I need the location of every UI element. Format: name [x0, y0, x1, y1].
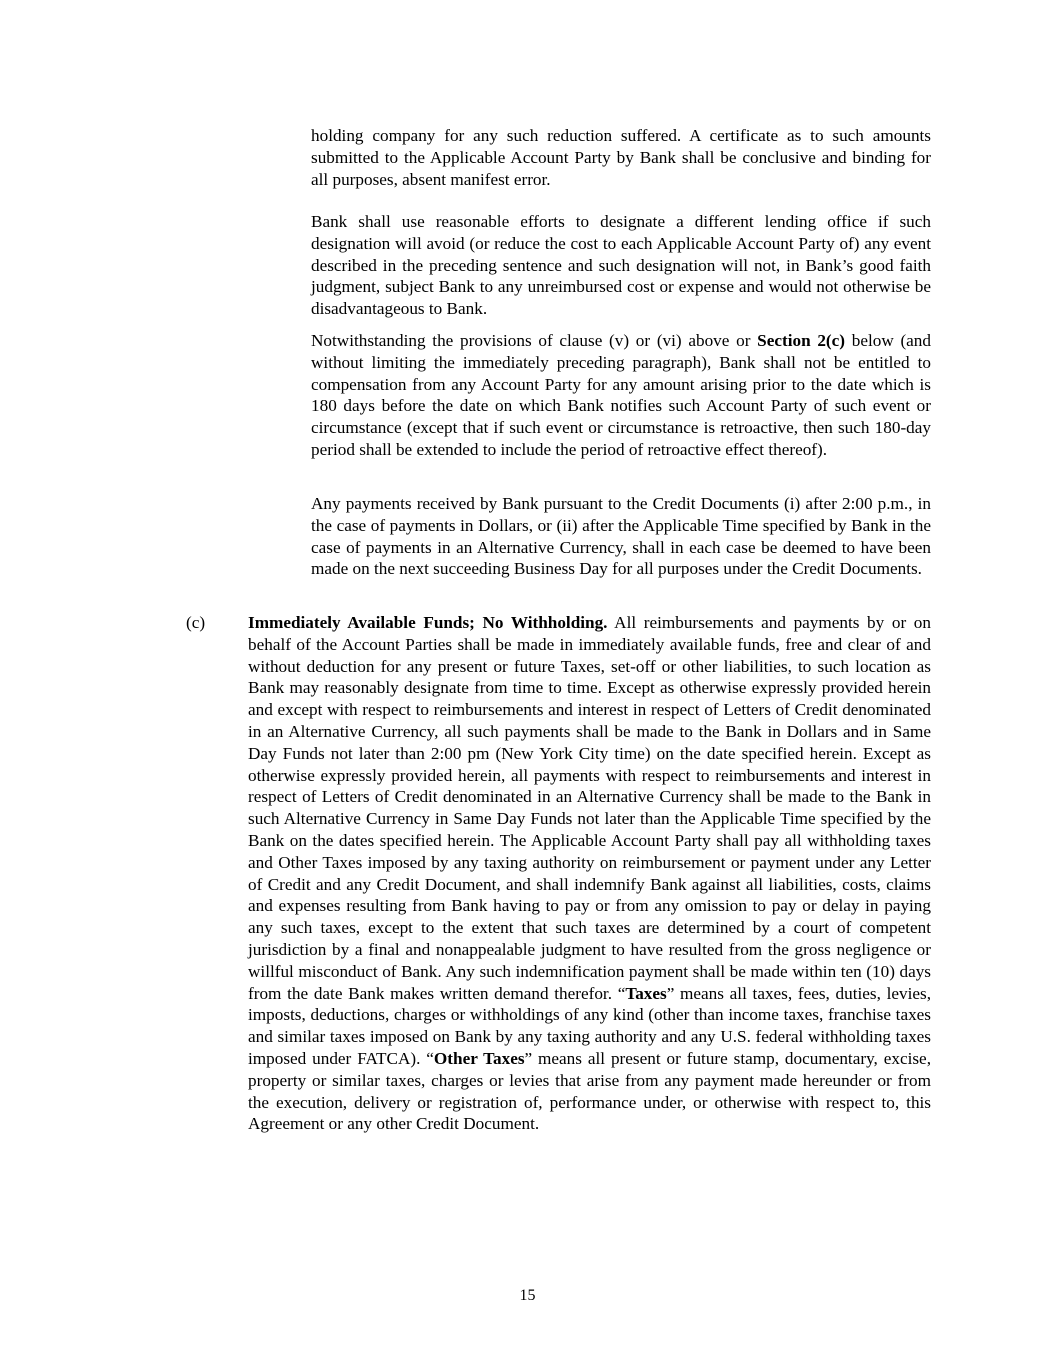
page-number: 15 [519, 1287, 536, 1304]
section-reference: Section 2(c) [757, 331, 846, 350]
notwithstanding-text-before: Notwithstanding the provisions of clause (v) or (vi) above or [311, 331, 758, 350]
paragraph-continuation: holding company for any such reduction suffered. A certificate as to such amounts submitted to the Applicable Account Party by Bank shall be conclusive and binding for all purposes, absent manifest error. [311, 126, 931, 189]
defined-term-taxes: Taxes [625, 983, 667, 1003]
section-text-3: ” means all present or future stamp, documentary, excise, property or similar taxes, charges or levies that arise from any payment made hereunder or from the execution, delivery or registration of, performance under, or otherwise with respect to, this Agreement or any other Credit Document. [248, 1048, 931, 1134]
section-text-2: ” means all taxes, fees, duties, levies, imposts, deductions, charges or withholdings of any kind (other than income taxes, franchise taxes and similar taxes imposed on Bank by any taxing authority and any U.S. federal withholding taxes imposed under FATCA). “ [248, 983, 931, 1068]
section-text-1: All reimbursements and payments by or on behalf of the Account Parties shall be made in immediately available funds, free and clear of and without deduction for any present or future Taxes, set-off or other liabilities, to such location as Bank may reasonably designate from time to time. Except as otherwise expressly provided herein and except with respect to reimbursements and interest in respect of Letters of Credit denominated in an Alternative Currency, all such payments shall be made to the Bank in Dollars and in Same Day Funds not later than 2:00 pm (New York City time) on the date specified herein. Except as otherwise expressly provided herein, all payments with respect to reimbursements and interest in respect of Letters of Credit denominated in an Alternative Currency shall be made to the Bank in such Alternative Currency in Same Day Funds not later than the Applicable Time specified by the Bank on the dates specified herein. The Applicable Account Party shall pay all withholding taxes and Other Taxes imposed by any taxing authority on reimbursement or payment under any Letter of Credit and any Credit Document, and shall indemnify Bank against all liabilities, costs, claims and expenses resulting from Bank having to pay or from any omission to pay or delay in paying any such taxes, except to the extent that such taxes are determined by a court of competent jurisdiction by a final and nonappealable judgment to have resulted from the gross negligence or willful misconduct of Bank. Any such indemnification payment shall be made within ten (10) days from the date Bank makes written demand therefor. “ [248, 613, 931, 1003]
notwithstanding-text-after: below (and without limiting the immediately preceding paragraph), Bank shall not be entitled to compensation from any Account Party for any amount arising prior to the date which is 180 days before the date on which Bank notifies such Account Party of such event or circumstance (except that if such event or circumstance is retroactive, then such 180-day period shall be extended to include the period of retroactive effect thereof). [311, 331, 931, 459]
paragraph-payments-timing: Any payments received by Bank pursuant to the Credit Documents (i) after 2:00 p.m., in the case of payments in Dollars, or (ii) after the Applicable Time specified by Bank in the case of payments in an Alternative Currency, shall in each case be deemed to have been made on the next succeeding Business Day for all purposes under the Credit Documents. [311, 494, 931, 579]
section-c-body [248, 612, 931, 1135]
defined-term-other-taxes: Other Taxes [433, 1048, 525, 1068]
section-label: (c) [186, 613, 206, 632]
section-heading: Immediately Available Funds; No Withholding. [248, 613, 608, 632]
paragraph-lending-office: Bank shall use reasonable efforts to designate a different lending office if such designation will avoid (or reduce the cost to each Applicable Account Party of) any event described in the preceding sentence and such designation will not, in Bank’s good faith judgment, subject Bank to any unreimbursed cost or expense and would not otherwise be disadvantageous to Bank. [311, 212, 931, 319]
paragraph-notwithstanding [311, 330, 931, 461]
